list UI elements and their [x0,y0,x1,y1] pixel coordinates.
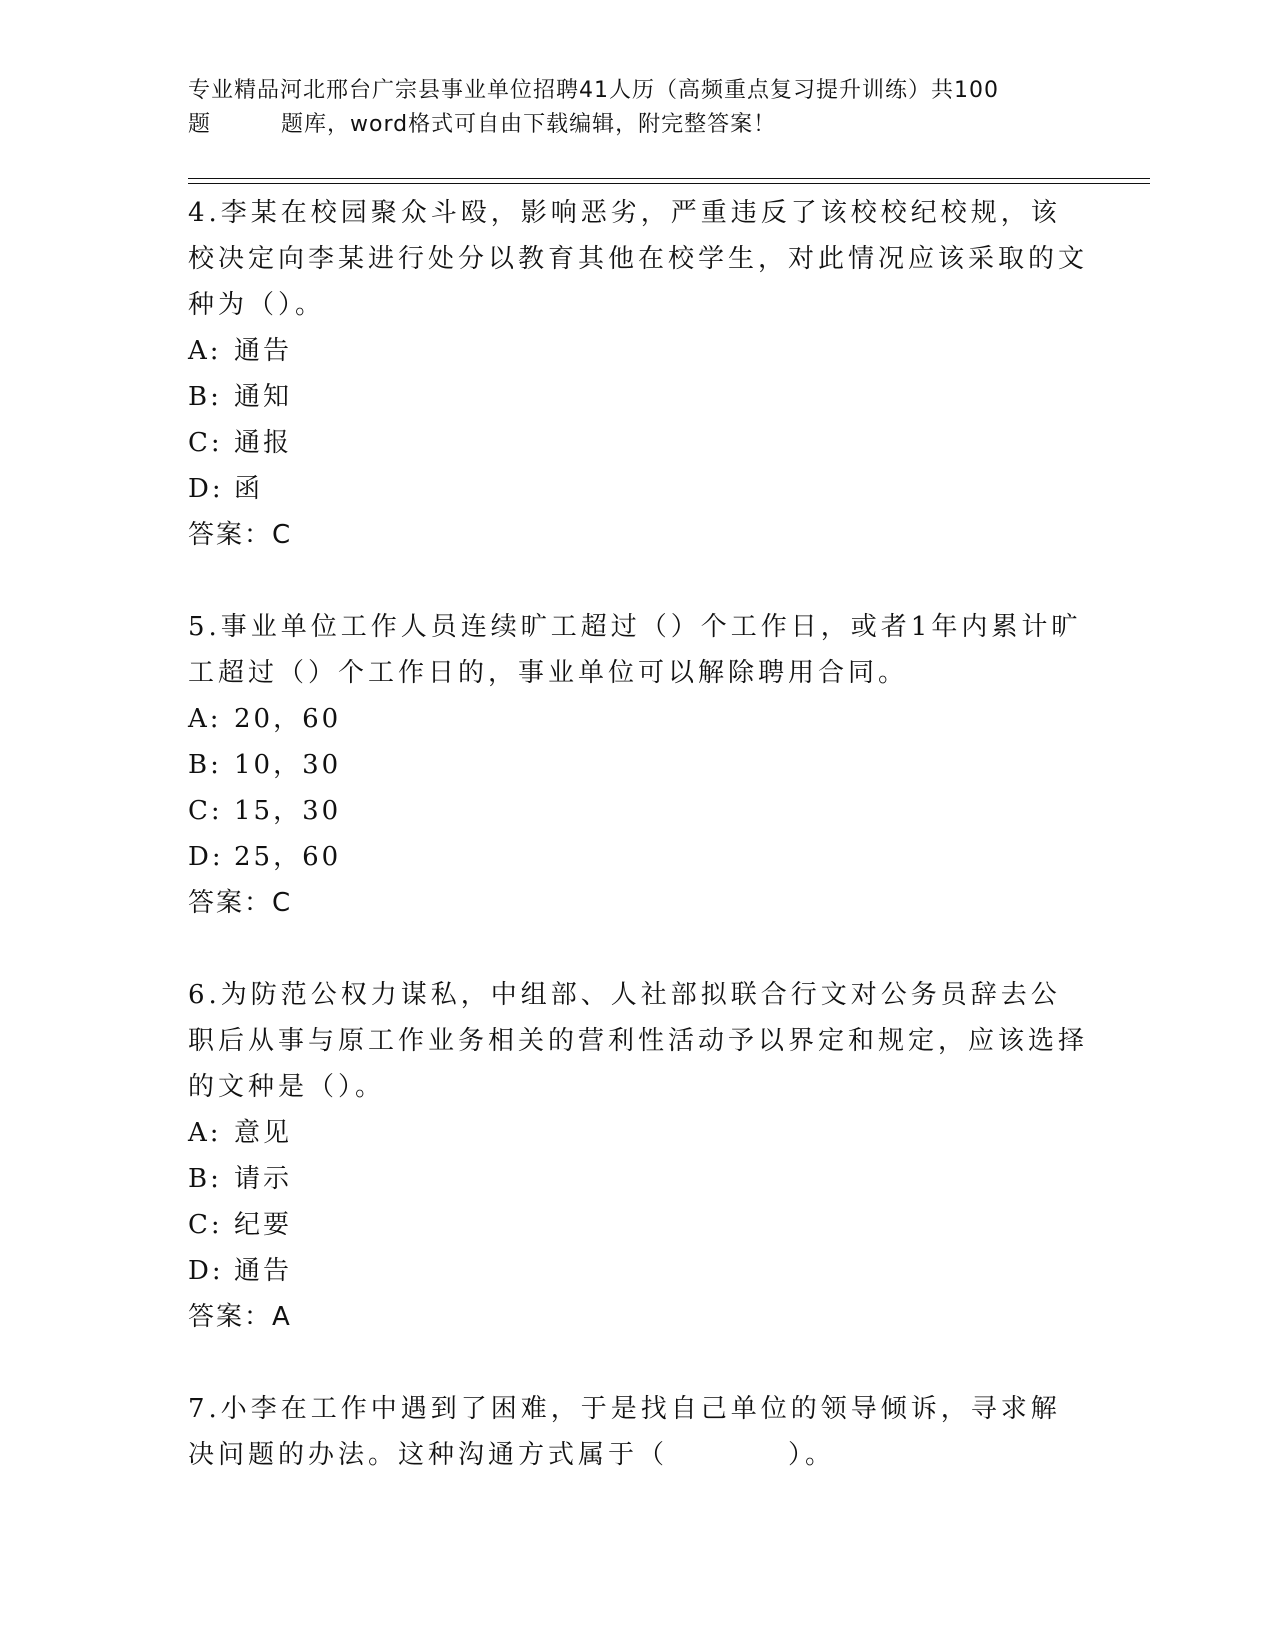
option-letter: D: [188,474,224,504]
question-text: 4.李某在校园聚众斗殴，影响恶劣，严重违反了该校校纪校规，该校决定向李某进行处分以教育其他在校学生，对此情况应该采取的文种为（）。 [188,198,1089,320]
option-text: 意见 [234,1118,293,1148]
option-c [188,420,1088,466]
question-5 [188,604,1088,926]
question-text: 6.为防范公权力谋私，中组部、人社部拟联合行文对公务员辞去公职后从事与原工作业务相关的营利性活动予以界定和规定，应该选择的文种是（）。 [188,980,1089,1102]
option-text: 函 [234,474,264,504]
option-a [188,328,1088,374]
option-b [188,742,1088,788]
option-letter: B: [188,1164,222,1194]
document-header [188,74,1068,142]
question-text: 5.事业单位工作人员连续旷工超过（）个工作日，或者1年内累计旷工超过（）个工作日的，事业单位可以解除聘用合同。 [188,612,1082,688]
option-c [188,788,1088,834]
option-letter: D: [188,1256,224,1286]
option-letter: A: [188,336,222,366]
option-text: 10，30 [234,750,342,780]
question-7 [188,1386,1088,1478]
option-text: 15，30 [234,796,342,826]
option-text: 25，60 [234,842,342,872]
header-line2-end: 题库，word格式可自由下载编辑，附完整答案！ [281,112,777,137]
option-text: 通知 [234,382,293,412]
answer-line: 答案：C [188,520,293,550]
header-line2-start: 题 [188,112,212,137]
option-b [188,374,1088,420]
option-text: 通告 [234,336,293,366]
option-text: 通告 [234,1256,293,1286]
option-letter: C: [188,428,223,458]
question-4 [188,190,1088,558]
option-letter: C: [188,1210,223,1240]
option-text: 纪要 [234,1210,293,1240]
option-letter: C: [188,796,223,826]
option-d [188,466,1088,512]
question-text-start: 7.小李在工作中遇到了困难，于是找自己单位的领导倾诉，寻求解决问题的办法。这种沟通方式属于（ [188,1394,1061,1470]
option-b [188,1156,1088,1202]
option-text: 20，60 [234,704,342,734]
question-6 [188,972,1088,1340]
option-letter: B: [188,750,222,780]
header-rule-top [188,178,1150,179]
option-letter: A: [188,1118,222,1148]
question-text [188,1386,1088,1478]
header-title-line2 [188,108,1068,142]
option-text: 请示 [234,1164,293,1194]
option-letter: B: [188,382,222,412]
option-a [188,1110,1088,1156]
option-letter: A: [188,704,222,734]
question-list [188,190,1088,1524]
header-title-line1: 专业精品河北邢台广宗县事业单位招聘41人历（高频重点复习提升训练）共100 [188,78,999,103]
header-rule-bottom [188,183,1150,184]
option-letter: D: [188,842,224,872]
answer-line: 答案：C [188,888,293,918]
option-a [188,696,1088,742]
option-d [188,834,1088,880]
answer-line: 答案：A [188,1302,292,1332]
option-c [188,1202,1088,1248]
option-text: 通报 [234,428,293,458]
option-d [188,1248,1088,1294]
question-text-end: ）。 [788,1440,836,1470]
